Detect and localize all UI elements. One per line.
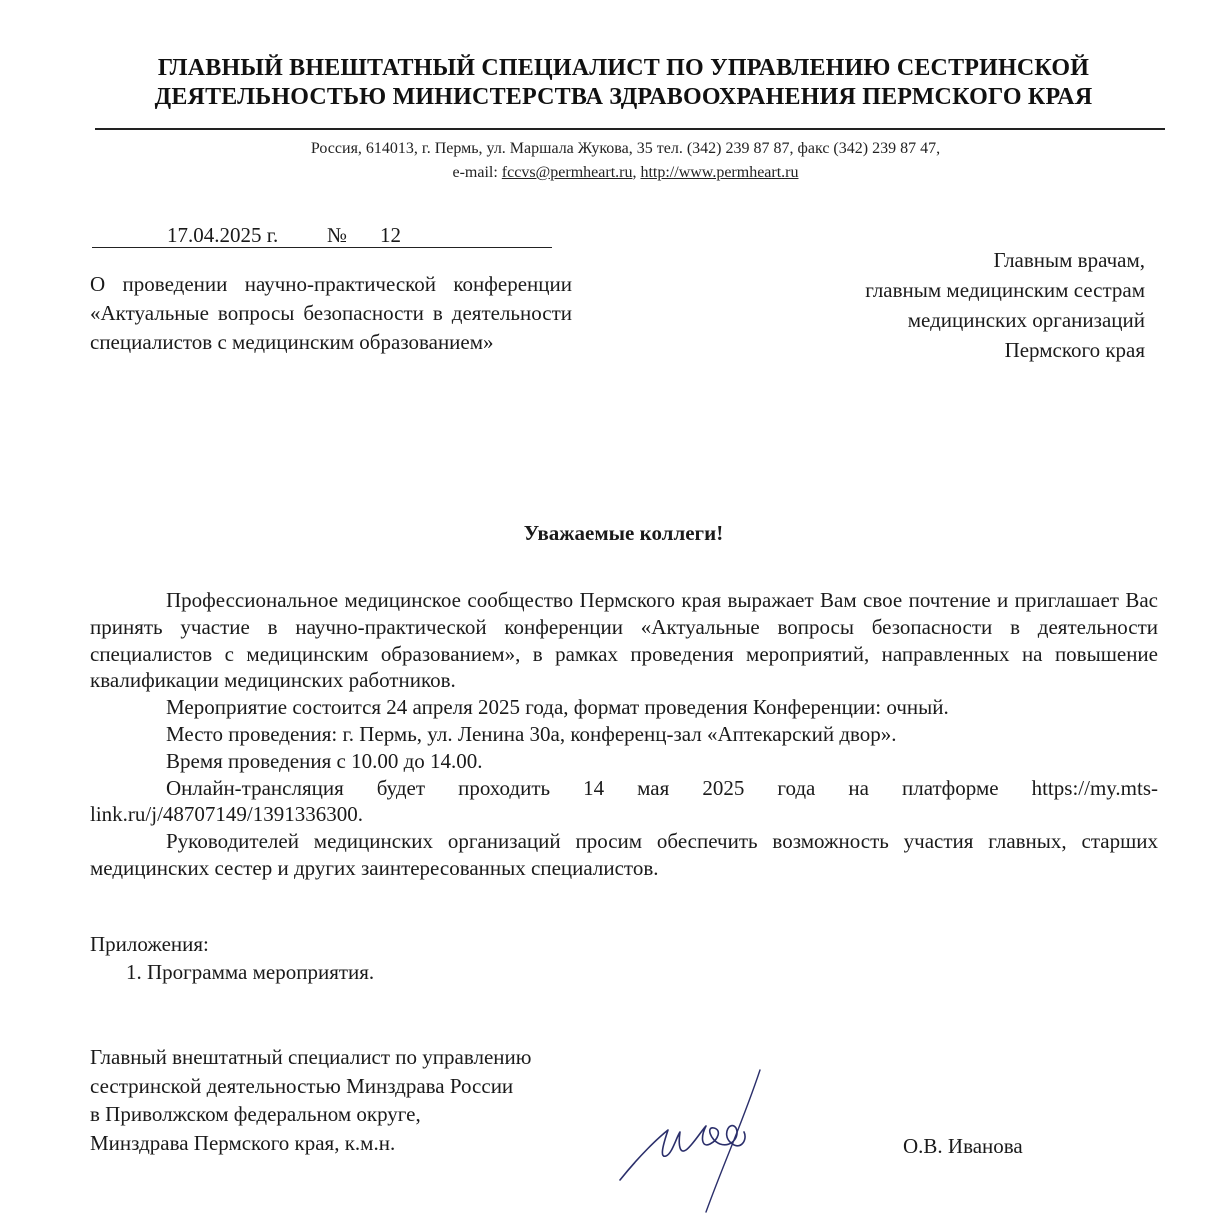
letter-date: 17.04.2025 г. [167,223,279,247]
letterhead-line-1: ГЛАВНЫЙ ВНЕШТАТНЫЙ СПЕЦИАЛИСТ ПО УПРАВЛЕНИЮ СЕСТРИНСКОЙ [157,55,1090,81]
attachment-item: 1. Программа мероприятия. [126,960,375,984]
attachments-label: Приложения: [90,932,209,956]
addressee-line: главным медицинским сестрам [865,278,1145,302]
addressee-line: Главным врачам, [993,248,1145,272]
greeting: Уважаемые коллеги! [523,521,724,545]
addressee-block [740,245,1145,365]
letter-body [90,587,1158,882]
letter-number: 12 [380,223,401,247]
signatory-line: в Приволжском федеральном округе, [90,1102,421,1126]
signatory-line: Главный внештатный специалист по управлению [90,1045,532,1069]
letterhead-divider [95,128,1165,130]
signatory-line: сестринской деятельностью Минздрава России [90,1073,514,1098]
number-sign: № [327,223,348,247]
website-link[interactable]: http://www.permheart.ru [640,164,799,181]
body-paragraph: Онлайн-трансляция будет проходить 14 мая 2025 года на платформе https://my.mts-link.ru/j/48707149/1391336300. [90,775,1158,827]
registration-line [92,223,552,248]
contact-address: Россия, 614013, г. Пермь, ул. Маршала Жукова, 35 тел. (342) 239 87 87, факс (342) 239 87 47, [310,140,941,157]
addressee-line: Пермского края [1004,338,1145,362]
body-paragraph: Место проведения: г. Пермь, ул. Ленина 30а, конференц-зал «Аптекарский двор». [166,721,897,746]
signatory-title [90,1043,531,1157]
attachments [90,930,374,986]
contact-online [10,164,1231,182]
body-paragraph: Время проведения с 10.00 до 14.00. [166,748,483,773]
contact-separator: , [632,164,641,181]
handwritten-signature [610,1060,790,1220]
email-label: e-mail: [452,164,502,181]
addressee-line: медицинских организаций [907,308,1145,332]
body-paragraph: Руководителей медицинских организаций просим обеспечить возможность участия главных, старших медицинских сестер и других заинтересованных специалистов. [90,829,1158,880]
body-paragraph: Мероприятие состоится 24 апреля 2025 года, формат проведения Конференции: очный. [166,695,949,720]
signatory-name: О.В. Иванова [903,1134,1023,1158]
signatory-line: Минздрава Пермского края, к.м.н. [90,1130,396,1155]
email-link[interactable]: fccvs@permheart.ru [501,164,633,181]
letter-subject: О проведении научно-практической конференции «Актуальные вопросы безопасности в деятельности специалистов с медицинским образованием» [90,272,572,354]
body-paragraph: Профессиональное медицинское сообщество Пермского края выражает Вам свое почтение и приглашает Вас принять участие в научно-практической конференции «Актуальные вопросы безопасности в деятельности специалистов с медицинским образованием», в рамках проведения мероприятий, направленных на повышение квалификации медицинских работников. [90,588,1158,693]
letterhead-line-2: ДЕЯТЕЛЬНОСТЬЮ МИНИСТЕРСТВА ЗДРАВООХРАНЕНИЯ ПЕРМСКОГО КРАЯ [154,84,1093,110]
